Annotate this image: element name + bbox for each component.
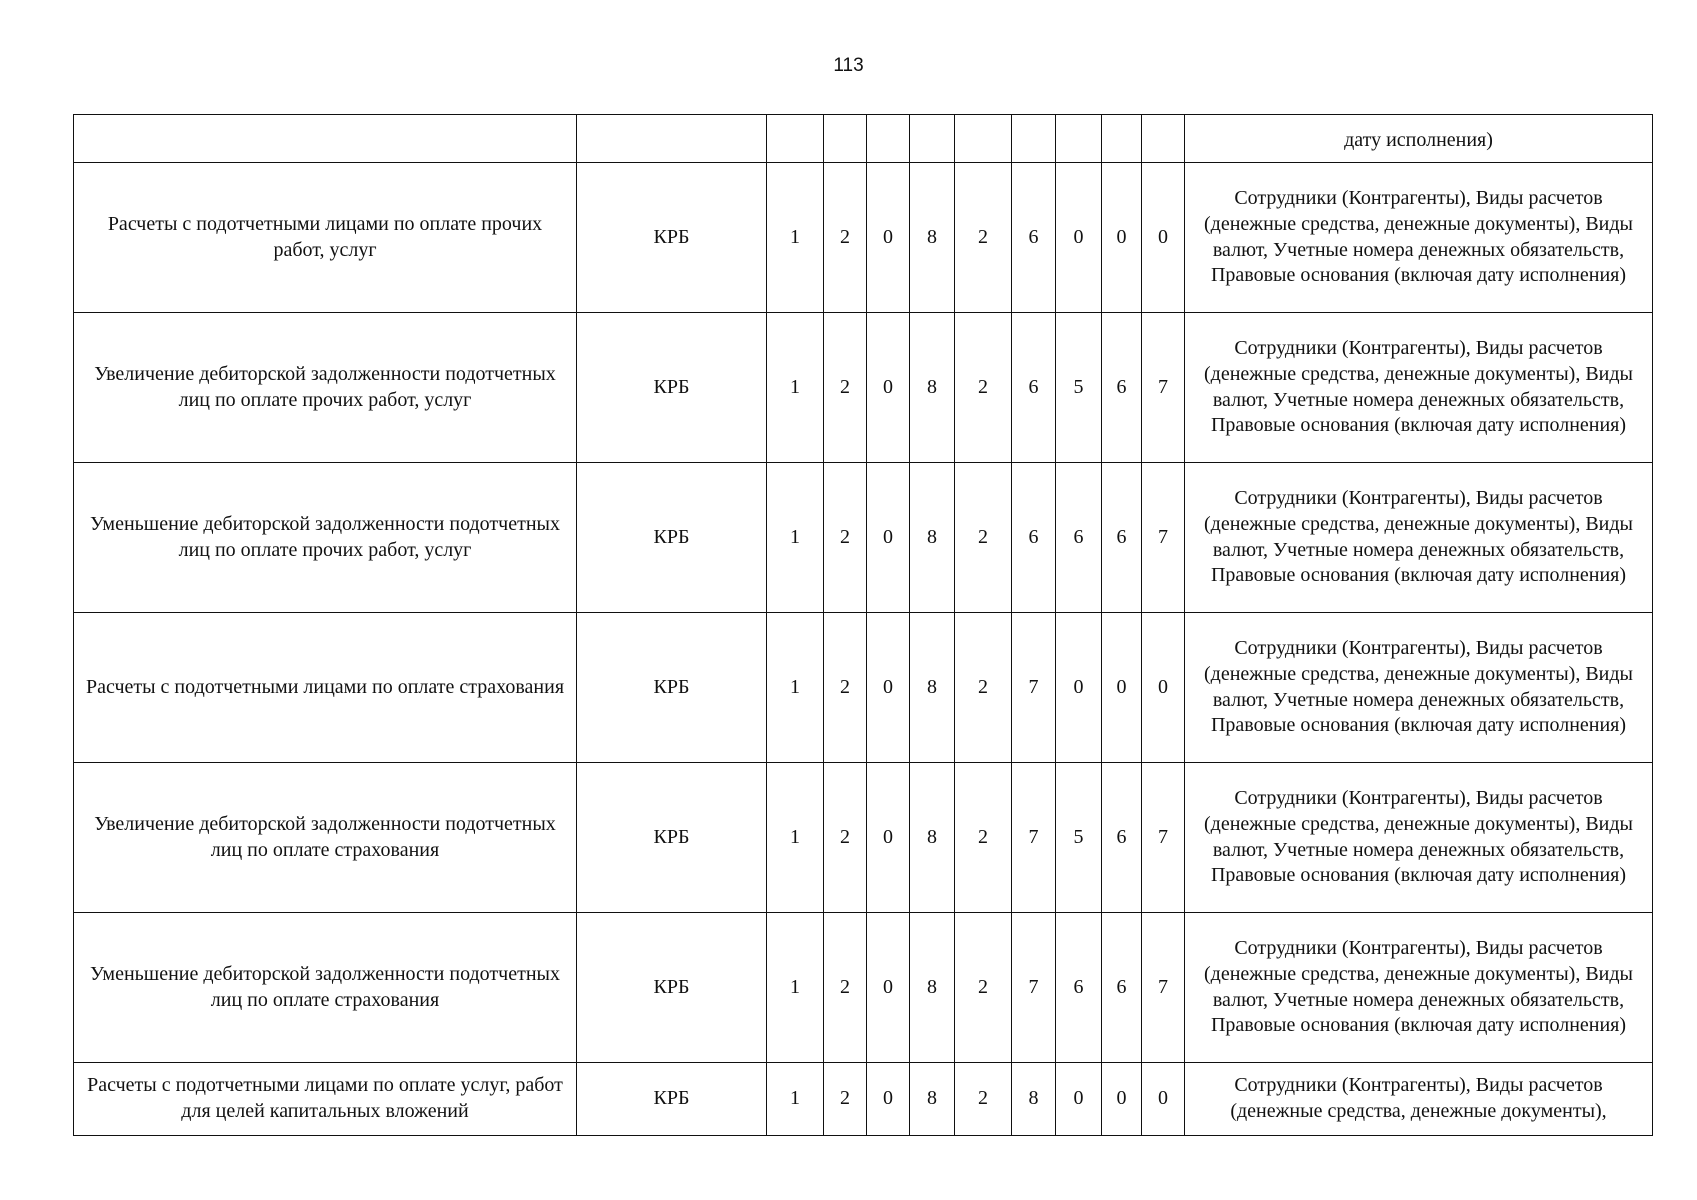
account-digit-cell: 8 <box>910 163 955 313</box>
page-number: 113 <box>833 55 864 76</box>
account-digit-cell: 7 <box>1012 613 1056 763</box>
account-digit-cell: 7 <box>1142 463 1185 613</box>
account-digit-cell: 2 <box>955 913 1012 1063</box>
account-digit-cell: 0 <box>867 163 910 313</box>
analytics-cell: Сотрудники (Контрагенты), Виды расчетов (денежные средства, денежные документы), Виды валют, Учетные номера денежных обязательств, Правовые основания (включая дату исполнения) <box>1185 763 1653 913</box>
account-digit-cell: 0 <box>1056 613 1102 763</box>
analytics-cell: Сотрудники (Контрагенты), Виды расчетов (денежные средства, денежные документы), Виды валют, Учетные номера денежных обязательств, Правовые основания (включая дату исполнения) <box>1185 613 1653 763</box>
account-digit-cell: 0 <box>867 1063 910 1136</box>
account-name-cell: Увеличение дебиторской задолженности подотчетных лиц по оплате страхования <box>74 763 577 913</box>
analytics-cell: Сотрудники (Контрагенты), Виды расчетов (денежные средства, денежные документы), Виды валют, Учетные номера денежных обязательств, Правовые основания (включая дату исполнения) <box>1185 313 1653 463</box>
account-digit-cell: 6 <box>1102 463 1142 613</box>
analytics-cell: Сотрудники (Контрагенты), Виды расчетов (денежные средства, денежные документы), Виды валют, Учетные номера денежных обязательств, Правовые основания (включая дату исполнения) <box>1185 163 1653 313</box>
analytics-cell: дату исполнения) <box>1185 115 1653 163</box>
account-digit-cell: 6 <box>1056 463 1102 613</box>
account-digit-cell: 6 <box>1102 763 1142 913</box>
account-digit-cell: 6 <box>1102 313 1142 463</box>
account-digit-cell: 0 <box>1142 613 1185 763</box>
account-digit-cell: 0 <box>1056 163 1102 313</box>
account-digit-cell: 1 <box>767 613 824 763</box>
account-digit-cell: 6 <box>1012 163 1056 313</box>
code-type-cell: КРБ <box>577 463 767 613</box>
account-digit-cell: 7 <box>1142 313 1185 463</box>
table-row <box>74 913 1653 1063</box>
digit-cell <box>1012 115 1056 163</box>
account-digit-cell: 0 <box>1102 1063 1142 1136</box>
account-digit-cell: 2 <box>955 763 1012 913</box>
account-digit-cell: 7 <box>1142 763 1185 913</box>
account-digit-cell: 6 <box>1012 463 1056 613</box>
code-type-cell: КРБ <box>577 163 767 313</box>
account-digit-cell: 1 <box>767 913 824 1063</box>
account-name-cell: Расчеты с подотчетными лицами по оплате услуг, работ для целей капитальных вложений <box>74 1063 577 1136</box>
account-digit-cell: 8 <box>910 763 955 913</box>
account-digit-cell: 2 <box>824 163 867 313</box>
digit-cell <box>910 115 955 163</box>
account-digit-cell: 2 <box>824 763 867 913</box>
account-digit-cell: 0 <box>1102 613 1142 763</box>
account-digit-cell: 2 <box>955 463 1012 613</box>
name-cell <box>74 115 577 163</box>
account-name-cell: Расчеты с подотчетными лицами по оплате прочих работ, услуг <box>74 163 577 313</box>
table-row <box>74 463 1653 613</box>
account-digit-cell: 0 <box>867 463 910 613</box>
account-digit-cell: 1 <box>767 163 824 313</box>
code-type-cell: КРБ <box>577 1063 767 1136</box>
account-digit-cell: 2 <box>824 613 867 763</box>
account-digit-cell: 8 <box>1012 1063 1056 1136</box>
table-row <box>74 313 1653 463</box>
account-digit-cell: 8 <box>910 913 955 1063</box>
analytics-cell: Сотрудники (Контрагенты), Виды расчетов (денежные средства, денежные документы), <box>1185 1063 1653 1136</box>
digit-cell <box>867 115 910 163</box>
account-digit-cell: 8 <box>910 1063 955 1136</box>
account-digit-cell: 2 <box>955 163 1012 313</box>
account-digit-cell: 6 <box>1012 313 1056 463</box>
account-digit-cell: 0 <box>1142 1063 1185 1136</box>
table-row-continuation <box>74 115 1653 163</box>
account-digit-cell: 1 <box>767 463 824 613</box>
analytics-cell: Сотрудники (Контрагенты), Виды расчетов (денежные средства, денежные документы), Виды валют, Учетные номера денежных обязательств, Правовые основания (включая дату исполнения) <box>1185 913 1653 1063</box>
code-type-cell: КРБ <box>577 763 767 913</box>
account-digit-cell: 0 <box>867 313 910 463</box>
account-digit-cell: 8 <box>910 313 955 463</box>
account-digit-cell: 0 <box>1102 163 1142 313</box>
account-digit-cell: 0 <box>867 763 910 913</box>
account-name-cell: Уменьшение дебиторской задолженности подотчетных лиц по оплате прочих работ, услуг <box>74 463 577 613</box>
account-name-cell: Расчеты с подотчетными лицами по оплате страхования <box>74 613 577 763</box>
table-row <box>74 163 1653 313</box>
account-digit-cell: 2 <box>824 913 867 1063</box>
account-digit-cell: 7 <box>1142 913 1185 1063</box>
table-row <box>74 1063 1653 1136</box>
account-digit-cell: 6 <box>1056 913 1102 1063</box>
analytics-cell: Сотрудники (Контрагенты), Виды расчетов (денежные средства, денежные документы), Виды валют, Учетные номера денежных обязательств, Правовые основания (включая дату исполнения) <box>1185 463 1653 613</box>
account-digit-cell: 2 <box>824 1063 867 1136</box>
account-digit-cell: 5 <box>1056 313 1102 463</box>
code-type-cell <box>577 115 767 163</box>
account-digit-cell: 2 <box>955 313 1012 463</box>
account-digit-cell: 8 <box>910 613 955 763</box>
account-digit-cell: 2 <box>824 313 867 463</box>
account-digit-cell: 1 <box>767 313 824 463</box>
account-digit-cell: 0 <box>1056 1063 1102 1136</box>
code-type-cell: КРБ <box>577 913 767 1063</box>
digit-cell <box>955 115 1012 163</box>
account-name-cell: Уменьшение дебиторской задолженности подотчетных лиц по оплате страхования <box>74 913 577 1063</box>
account-digit-cell: 7 <box>1012 763 1056 913</box>
account-digit-cell: 2 <box>824 463 867 613</box>
account-digit-cell: 8 <box>910 463 955 613</box>
table-row <box>74 613 1653 763</box>
digit-cell <box>824 115 867 163</box>
code-type-cell: КРБ <box>577 313 767 463</box>
digit-cell <box>1102 115 1142 163</box>
account-digit-cell: 7 <box>1012 913 1056 1063</box>
account-name-cell: Увеличение дебиторской задолженности подотчетных лиц по оплате прочих работ, услуг <box>74 313 577 463</box>
digit-cell <box>767 115 824 163</box>
account-digit-cell: 0 <box>867 913 910 1063</box>
account-digit-cell: 2 <box>955 613 1012 763</box>
table-body <box>74 115 1653 1136</box>
digit-cell <box>1056 115 1102 163</box>
account-digit-cell: 1 <box>767 1063 824 1136</box>
accounts-table <box>73 114 1653 1136</box>
account-digit-cell: 1 <box>767 763 824 913</box>
account-digit-cell: 0 <box>1142 163 1185 313</box>
table-row <box>74 763 1653 913</box>
account-digit-cell: 2 <box>955 1063 1012 1136</box>
digit-cell <box>1142 115 1185 163</box>
account-digit-cell: 0 <box>867 613 910 763</box>
account-digit-cell: 5 <box>1056 763 1102 913</box>
code-type-cell: КРБ <box>577 613 767 763</box>
account-digit-cell: 6 <box>1102 913 1142 1063</box>
